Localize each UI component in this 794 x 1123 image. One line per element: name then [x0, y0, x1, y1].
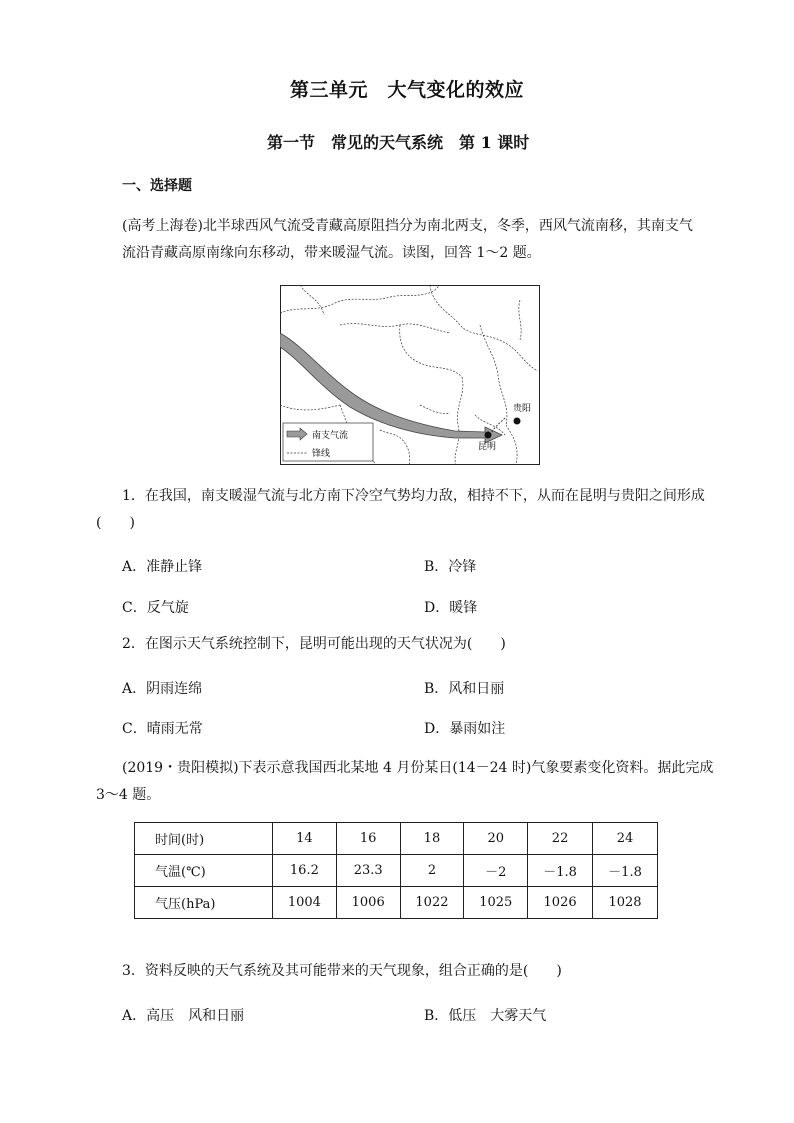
table-cell: 16 — [336, 823, 400, 855]
q2-stem: 2．在图示天气系统控制下，昆明可能出现的天气状况为( ) — [122, 636, 506, 652]
table-cell: 1026 — [528, 887, 593, 919]
table-cell: 1022 — [400, 887, 464, 919]
table-cell: 14 — [273, 823, 337, 855]
q2-option-b: B．风和日丽 — [424, 681, 505, 697]
q1-option-c: C．反气旋 — [122, 600, 189, 616]
q1-option-d: D．暖锋 — [424, 600, 478, 616]
table-cell: －1.8 — [593, 855, 658, 887]
table-cell: 23.3 — [336, 855, 400, 887]
kunming-label: 昆明 — [478, 442, 497, 452]
intro1-line1: (高考上海卷)北半球西风气流受青藏高原阻挡分为南北两支，冬季，西风气流南移，其南支气 — [122, 218, 693, 234]
intro2-line2: 3～4 题。 — [96, 787, 161, 803]
table-cell: 22 — [528, 823, 593, 855]
table-cell: 24 — [593, 823, 658, 855]
q1-option-b: B．冷锋 — [424, 559, 477, 575]
table-cell: 20 — [464, 823, 528, 855]
table-cell: 18 — [400, 823, 464, 855]
section-title: 第一节 常见的天气系统 第 1 课时 — [267, 133, 530, 152]
guiyang-label: 贵阳 — [513, 404, 532, 414]
legend-flow-label: 南支气流 — [312, 431, 349, 441]
table-row — [135, 823, 658, 855]
table-cell: 时间(时) — [135, 823, 273, 855]
q3-option-b: B．低压 大雾天气 — [424, 1008, 547, 1024]
table-cell: 气压(hPa) — [135, 887, 273, 919]
table-cell: 16.2 — [273, 855, 337, 887]
table-cell: 气温(℃) — [135, 855, 273, 887]
table-cell: 1028 — [593, 887, 658, 919]
q2-option-a: A．阴雨连绵 — [122, 681, 203, 697]
q3-stem: 3．资料反映的天气系统及其可能带来的天气现象，组合正确的是( ) — [122, 963, 562, 979]
table-cell: －2 — [464, 855, 528, 887]
intro2-line1: (2019・贵阳模拟)下表示意我国西北某地 4 月份某日(14－24 时)气象要素变化资料。据此完成 — [122, 760, 714, 776]
q1-line1: 1．在我国，南支暖湿气流与北方南下冷空气势均力敌，相持不下，从而在昆明与贵阳之间形成 — [122, 488, 705, 504]
table-cell: 2 — [400, 855, 464, 887]
guiyang-dot — [514, 418, 521, 425]
table-row — [135, 887, 658, 919]
unit-title: 第三单元 大气变化的效应 — [290, 79, 525, 101]
table-cell: －1.8 — [528, 855, 593, 887]
table-row — [135, 855, 658, 887]
q3-option-a: A．高压 风和日丽 — [122, 1008, 245, 1024]
table-cell: 1025 — [464, 887, 528, 919]
table-cell: 1004 — [273, 887, 337, 919]
q1-option-a: A．准静止锋 — [122, 559, 203, 575]
weather-map — [280, 285, 540, 465]
section-label: 一、选择题 — [122, 178, 192, 194]
intro1-line2: 流沿青藏高原南缘向东移动，带来暖湿气流。读图，回答 1～2 题。 — [122, 245, 541, 261]
q2-option-c: C．晴雨无常 — [122, 721, 203, 737]
kunming-dot — [485, 432, 492, 439]
weather-data-table — [134, 822, 658, 919]
q2-option-d: D．暴雨如注 — [424, 721, 506, 737]
legend-front-label: 锋线 — [312, 449, 331, 459]
table-cell: 1006 — [336, 887, 400, 919]
q1-line2: ( ) — [96, 515, 135, 531]
